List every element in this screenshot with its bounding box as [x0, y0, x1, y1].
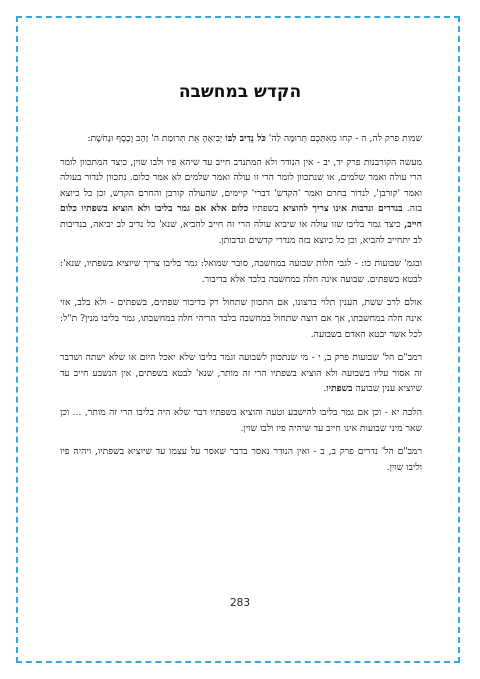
body-text — [60, 131, 422, 483]
text-segment: רמב"ם הל' נדרים פרק ב, ב - ואין הנודר נאסר בדבר שאסר על עצמו עד שיוציא בשפתיו, ויהיה פיו וליבו שוין. — [60, 446, 422, 473]
text-segment: . — [323, 383, 327, 395]
paragraph-rambam-nedarim — [60, 444, 422, 475]
text-segment: אולם לרב ששת, הענין תלוי ברצונו, אם התכוון שתחול רק בדיבור שפתים, בשפתים - ולא בלב, אזי אינה חלה במחשבתו, אך אם רוצה שתחול במחשבה בלבד הריהי חלה במחשבתו, גמר בליבו מנין? ת"ל: לכל אשר יבטא האדם בשבועה. — [60, 297, 422, 340]
paragraph-source-shemot — [60, 131, 422, 147]
text-segment: כיצד גמר בליבו שזו עולה או שיביא עולה הרי זה חייב להביא, שנא' כל נדיב לב יביאה, בנדיבות לב יתחייב להביא, וכן כל כיוצא בזה מנדרי קדשים ונדבותן. — [60, 218, 422, 246]
text-segment: ובגמ' שבועות כו: - לגבי חלות שבועה במחשבה, סובר שמואל: גמר בליבו צריך שיוציא בשפתיו, שנא': לבטא בשפתים. שבועה אינה חלה במחשבה בלבד אלא בדיבור. — [60, 258, 422, 285]
text-segment: בשפתיו — [248, 203, 283, 215]
text-segment-bold: כֹּל נְדִיב לִבּוֹ — [225, 133, 266, 144]
text-segment: הלכה יא - וכן אם גמר בליבו להישבע וטעה והוציא בשפתיו דבר שלא היה בליבו הרי זה מותר, ... וכן שאר מיני שבועות אינו חייב עד שיהיה פיו ולבו שוין. — [60, 406, 422, 434]
text-segment: שמות פרק לה, ה - קחו מֵאִתְּכֶם תְּרוּמָה לַה' — [265, 133, 422, 144]
paragraph-gemara-shevuot — [60, 256, 422, 287]
paragraph-halacha-11 — [60, 405, 422, 436]
paragraph-rambam-shevuot-2-10 — [60, 350, 422, 397]
text-segment: רמב"ם הל' שבועות פרק ב, י - מי שנתכוון לשבועה וגמר בליבו שלא יאכל היום או שלא ישתה ושדבר זה אסור עליו בשבועה ולא הוציא בשפתיו הרי זה מותר, שנא' לבטא בשפתים, אין הנשבע חייב עד שיוציא ענין שבועה — [60, 352, 422, 395]
text-segment: מעשה הקורבנות פרק יד, יב - אין הנודר ולא המתנדב חייב עד שיהא פיו ולבו שוין, כיצד המתכוון לומר הרי עולה ואמר שלמים, או שנתכוון לומר הרי זו עולה ואמר שלמים לא אמר כלום. נתכוון לנדור בעולה ואמר 'קורבן', לנדור בחרם ואמר 'הקדש' דברי' קיימים, שהעולה קורבן והחרם הקדש, וכן כל כיוצא בזה. — [60, 156, 422, 215]
paragraph-maaseh-hakorbanot — [60, 155, 422, 249]
text-segment-bold: בשפתיו — [326, 383, 353, 395]
text-segment-bold: כלום אלא אם גמר בליבו ולא הוציא בשפתיו כלום חייב, — [60, 203, 422, 230]
text-segment: יְבִיאֶהָ אֵת תְּרוּמַת ה' זָהָב וָכֶסֶף וּנְחֹשֶׁת: — [87, 133, 226, 144]
text-segment-bold: בנדרים ונדבות אינו צריך להוציא — [282, 203, 403, 215]
page-number: 283 — [229, 597, 251, 609]
paragraph-rav-sheshet — [60, 295, 422, 342]
page-title: הקדש במחשבה — [178, 82, 302, 102]
